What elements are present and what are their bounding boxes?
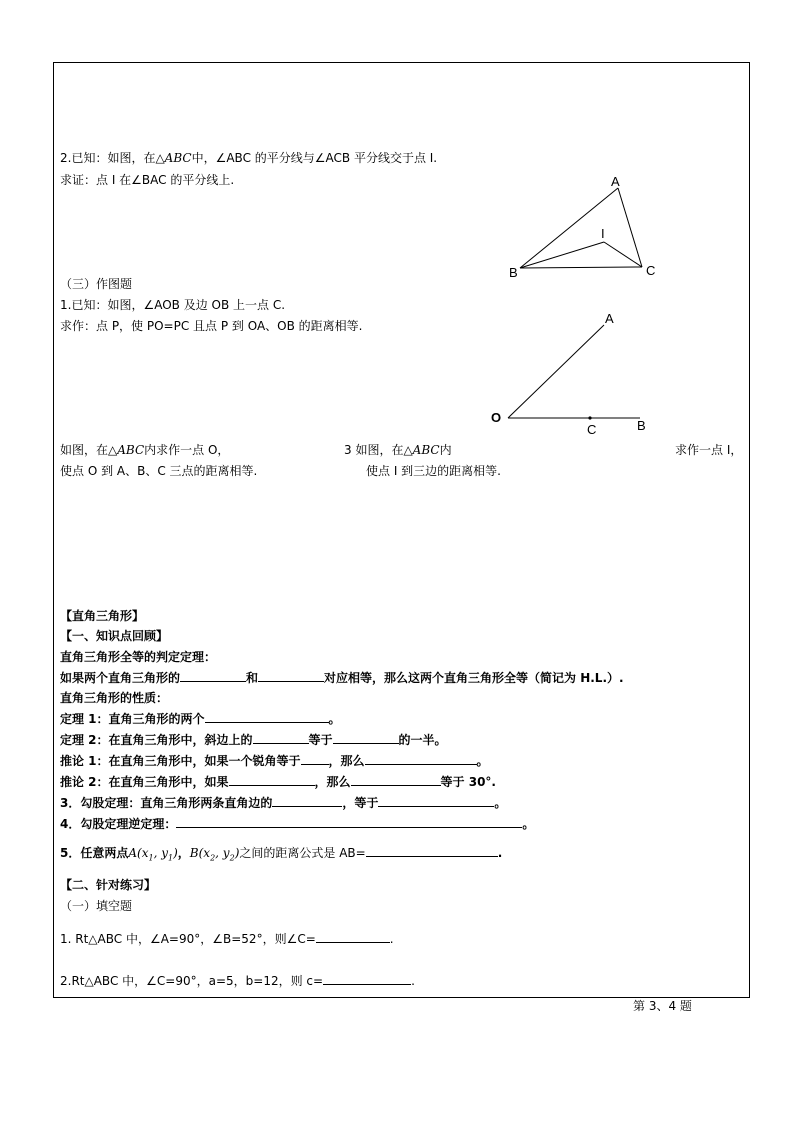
label-o: O xyxy=(491,410,502,425)
blank[interactable] xyxy=(366,845,498,857)
blank[interactable] xyxy=(316,931,390,943)
q4-prompt-end: 求作一点 I， xyxy=(675,443,743,457)
q3-condition: 使点 O 到 A、B、C 三点的距离相等. xyxy=(60,464,258,478)
blank[interactable] xyxy=(378,795,494,807)
blank[interactable] xyxy=(180,670,246,682)
blank[interactable] xyxy=(205,711,329,723)
review-title: 【一、知识点回顾】 xyxy=(60,629,169,643)
label-a: A xyxy=(605,311,614,326)
label-a: A xyxy=(611,174,620,189)
q2-given: 2.已知：如图，在△ABC中，∠ABC 的平分线与∠ACB 平分线交于点 I. xyxy=(60,151,438,165)
figure-footer-label: 第 3、4 题 xyxy=(633,999,692,1013)
blank[interactable] xyxy=(176,816,522,828)
blank[interactable] xyxy=(272,795,342,807)
theorem-2: 定理 2：在直角三角形中，斜边上的 等于 的一半。 xyxy=(60,733,447,747)
item-3: 3．勾股定理：直角三角形两条直角边的 ，等于 。 xyxy=(60,796,507,810)
practice-1: 1. Rt△ABC 中，∠A=90°，∠B=52°，则∠C= . xyxy=(60,932,394,946)
section3-q1-given: 1.已知：如图，∠AOB 及边 OB 上一点 C. xyxy=(60,298,286,312)
blank[interactable] xyxy=(365,753,477,765)
label-i: I xyxy=(601,226,605,241)
blank[interactable] xyxy=(258,670,324,682)
corollary-1: 推论 1：在直角三角形中，如果一个锐角等于 ，那么 。 xyxy=(60,754,489,768)
item-5: 5．任意两点$A(x_1$, $y_1$)，$B(x_2$, $y_2$)之间的距离公式是 AB= . xyxy=(60,846,503,863)
segment-ci xyxy=(604,242,642,267)
q4-prompt: 3 如图，在△ABC内 xyxy=(344,443,452,457)
theorem-1: 定理 1：直角三角形的两个 。 xyxy=(60,712,341,726)
point-c xyxy=(588,416,591,419)
item-4: 4．勾股定理逆定理： 。 xyxy=(60,817,535,831)
corollary-2: 推论 2：在直角三角形中，如果 ，那么 等于 30°. xyxy=(60,775,496,789)
blank[interactable] xyxy=(333,732,399,744)
triangle-figure xyxy=(500,170,670,285)
section3-q1-make: 求作：点 P，使 PO=PC 且点 P 到 OA、OB 的距离相等. xyxy=(60,319,363,333)
label-b: B xyxy=(509,265,518,280)
label-c: C xyxy=(646,263,656,278)
ray-oa xyxy=(508,325,604,418)
blank[interactable] xyxy=(351,774,441,786)
label-c: C xyxy=(587,422,597,437)
angle-figure xyxy=(480,305,660,440)
q4-condition: 使点 I 到三边的距离相等. xyxy=(366,464,501,478)
criterion-head: 直角三角形全等的判定定理： xyxy=(60,650,217,664)
blank[interactable] xyxy=(323,973,411,985)
side-ac xyxy=(618,188,642,267)
props-head: 直角三角形的性质： xyxy=(60,691,169,705)
practice-title: 【二、针对练习】 xyxy=(60,878,157,892)
segment-bi xyxy=(520,242,604,268)
fill-head: （一）填空题 xyxy=(60,899,133,913)
section3-title: （三）作图题 xyxy=(60,277,133,291)
q2-prove: 求证：点 I 在∠BAC 的平分线上. xyxy=(60,173,235,187)
q3-prompt: 如图，在△ABC内求作一点 O， xyxy=(60,443,230,457)
right-tri-title: 【直角三角形】 xyxy=(60,609,145,623)
criterion-line: 如果两个直角三角形的 和 对应相等，那么这两个直角三角形全等（简记为 H.L.）. xyxy=(60,671,624,685)
blank[interactable] xyxy=(229,774,315,786)
blank[interactable] xyxy=(301,753,329,765)
blank[interactable] xyxy=(253,732,309,744)
practice-2: 2.Rt△ABC 中，∠C=90°，a=5，b=12，则 c= . xyxy=(60,974,415,988)
side-bc xyxy=(520,267,642,268)
label-b: B xyxy=(637,418,646,433)
